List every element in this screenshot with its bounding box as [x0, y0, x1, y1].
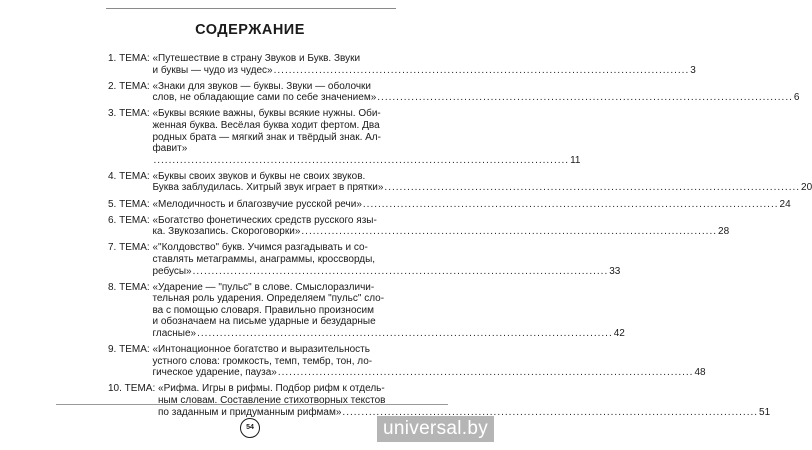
toc-entry-label: 10. ТЕМА: [108, 383, 159, 395]
toc-entry-last-line [152, 367, 705, 379]
toc-entry-line: фавит» [152, 143, 188, 155]
toc-entry [108, 198, 791, 211]
toc-entry [108, 242, 621, 277]
toc-page-number: 20 [801, 182, 812, 194]
dot-leader [301, 226, 717, 238]
toc-entry-line: «Интонационное богатство и выразительность [152, 344, 370, 356]
toc-page-number: 24 [779, 198, 791, 210]
toc-entry-text [152, 53, 695, 76]
toc-entry [108, 214, 730, 238]
toc-entry-line: «Мелодичность и благозвучие русской речи» [152, 198, 362, 210]
toc-entry-text [152, 171, 812, 194]
watermark-logo: universal.by [377, 416, 494, 442]
toc-entry-text [152, 344, 705, 379]
toc-entry-line: «Буквы своих звуков и буквы не своих звуков. [152, 170, 366, 182]
toc-entry-label: 3. ТЕМА: [108, 108, 153, 120]
dot-leader [278, 367, 694, 379]
toc-entry-line: ва с помощью словаря. Правильно произносим [152, 304, 374, 316]
toc-entry-line: «Богатство фонетических средств русского язы- [152, 214, 377, 226]
toc-page-number: 51 [759, 406, 771, 418]
toc-page-number: 48 [694, 367, 706, 379]
toc-entry-last-line [152, 199, 790, 211]
toc-entry [108, 80, 800, 104]
toc-entry-line: ным словам. Составление стихотворных текстов [158, 394, 386, 406]
toc-entry-line: гласные» [152, 327, 197, 339]
page-title: СОДЕРЖАНИЕ [195, 22, 305, 38]
toc-entry [108, 281, 625, 340]
toc-entry-text [152, 242, 620, 277]
dot-leader [193, 266, 609, 278]
toc-entry-last-line [152, 226, 729, 238]
toc-entry [108, 344, 706, 379]
toc-entry-line: родных брата — мягкий знак и твёрдый знак. Ал- [152, 131, 381, 143]
toc-entry-label: 1. ТЕМА: [108, 53, 153, 64]
toc-entry-line: слов, не обладающие сами по себе значением» [152, 92, 377, 104]
dot-leader [363, 199, 779, 211]
toc-entry-line: «Буквы всякие важны, буквы всякие нужны. Оби- [152, 108, 381, 120]
toc-entry-line: по заданным и придуманным рифмам» [158, 406, 342, 418]
toc-page-number: 28 [718, 226, 730, 238]
toc-entry-line: «Ударение — "пульс" в слове. Смыслоразличи- [152, 281, 375, 293]
toc-entry-text [158, 383, 770, 418]
toc-entry-line: «Знаки для звуков — буквы. Звуки — оболочки [152, 80, 372, 92]
dot-leader [384, 182, 800, 194]
toc-entry-label: 2. ТЕМА: [108, 80, 153, 92]
toc-entry-line: устного слова: громкость, темп, тембр, тон, ло- [152, 355, 373, 367]
toc-entry-last-line [152, 155, 580, 167]
toc-entry [108, 108, 581, 166]
toc-page-number: 33 [609, 265, 621, 277]
toc-entry-line: и обозначаем на письме ударные и безударные [152, 316, 376, 328]
toc-entry [108, 383, 771, 418]
toc-entry-label: 4. ТЕМА: [108, 170, 153, 182]
toc-entry-label: 6. ТЕМА: [108, 214, 153, 226]
toc-entry-text [152, 108, 580, 166]
toc-entry-text [152, 81, 799, 104]
toc-entry-label: 7. ТЕМА: [108, 242, 153, 254]
bottom-divider [56, 404, 448, 405]
toc-entry-line: ставлять метаграммы, анаграммы, кроссворды, [152, 253, 376, 265]
toc-entry-text [152, 282, 624, 340]
toc-entry-line: «Рифма. Игры в рифмы. Подбор рифм к отдель- [158, 383, 385, 395]
toc-entry-label: 9. ТЕМА: [108, 344, 153, 356]
toc-entry-last-line [152, 182, 812, 194]
dot-leader [153, 155, 569, 167]
toc-page-number: 3 [690, 64, 696, 76]
toc-entry [108, 170, 812, 194]
toc-entry-line: женная буква. Весёлая буква ходит фертом. Два [152, 119, 380, 131]
toc-entry-line: гическое ударение, пауза» [152, 367, 277, 379]
toc-entry-line: «"Колдовство" букв. Учимся разгадывать и со- [152, 242, 368, 254]
toc-entry-line: «Путешествие в страну Звуков и Букв. Звуки [152, 53, 361, 64]
top-divider [106, 8, 396, 9]
table-of-contents [108, 53, 812, 423]
page-number-badge: 54 [240, 418, 260, 438]
dot-leader [197, 328, 613, 340]
toc-entry-text [152, 199, 790, 211]
toc-entry-label: 5. ТЕМА: [108, 198, 153, 210]
toc-entry-text [152, 215, 729, 238]
toc-entry-line: Буква заблудилась. Хитрый звук играет в прятки» [152, 182, 384, 194]
toc-entry [108, 53, 696, 76]
dot-leader [274, 65, 690, 77]
toc-entry-last-line [152, 328, 624, 340]
toc-entry-line: и буквы — чудо из чудес» [152, 64, 273, 76]
toc-page-number: 6 [793, 92, 800, 104]
toc-page-number: 42 [613, 327, 625, 339]
toc-entry-last-line [152, 92, 799, 104]
toc-entry-line: тельная роль ударения. Определяем "пульс" сло- [152, 293, 385, 305]
toc-entry-line: ребусы» [152, 265, 192, 277]
toc-entry-last-line [152, 65, 695, 77]
toc-entry-label: 8. ТЕМА: [108, 281, 153, 293]
toc-entry-last-line [152, 266, 620, 278]
toc-page-number: 11 [570, 154, 581, 166]
toc-entry-line: ка. Звукозапись. Скороговорки» [152, 226, 301, 238]
dot-leader [377, 92, 793, 104]
